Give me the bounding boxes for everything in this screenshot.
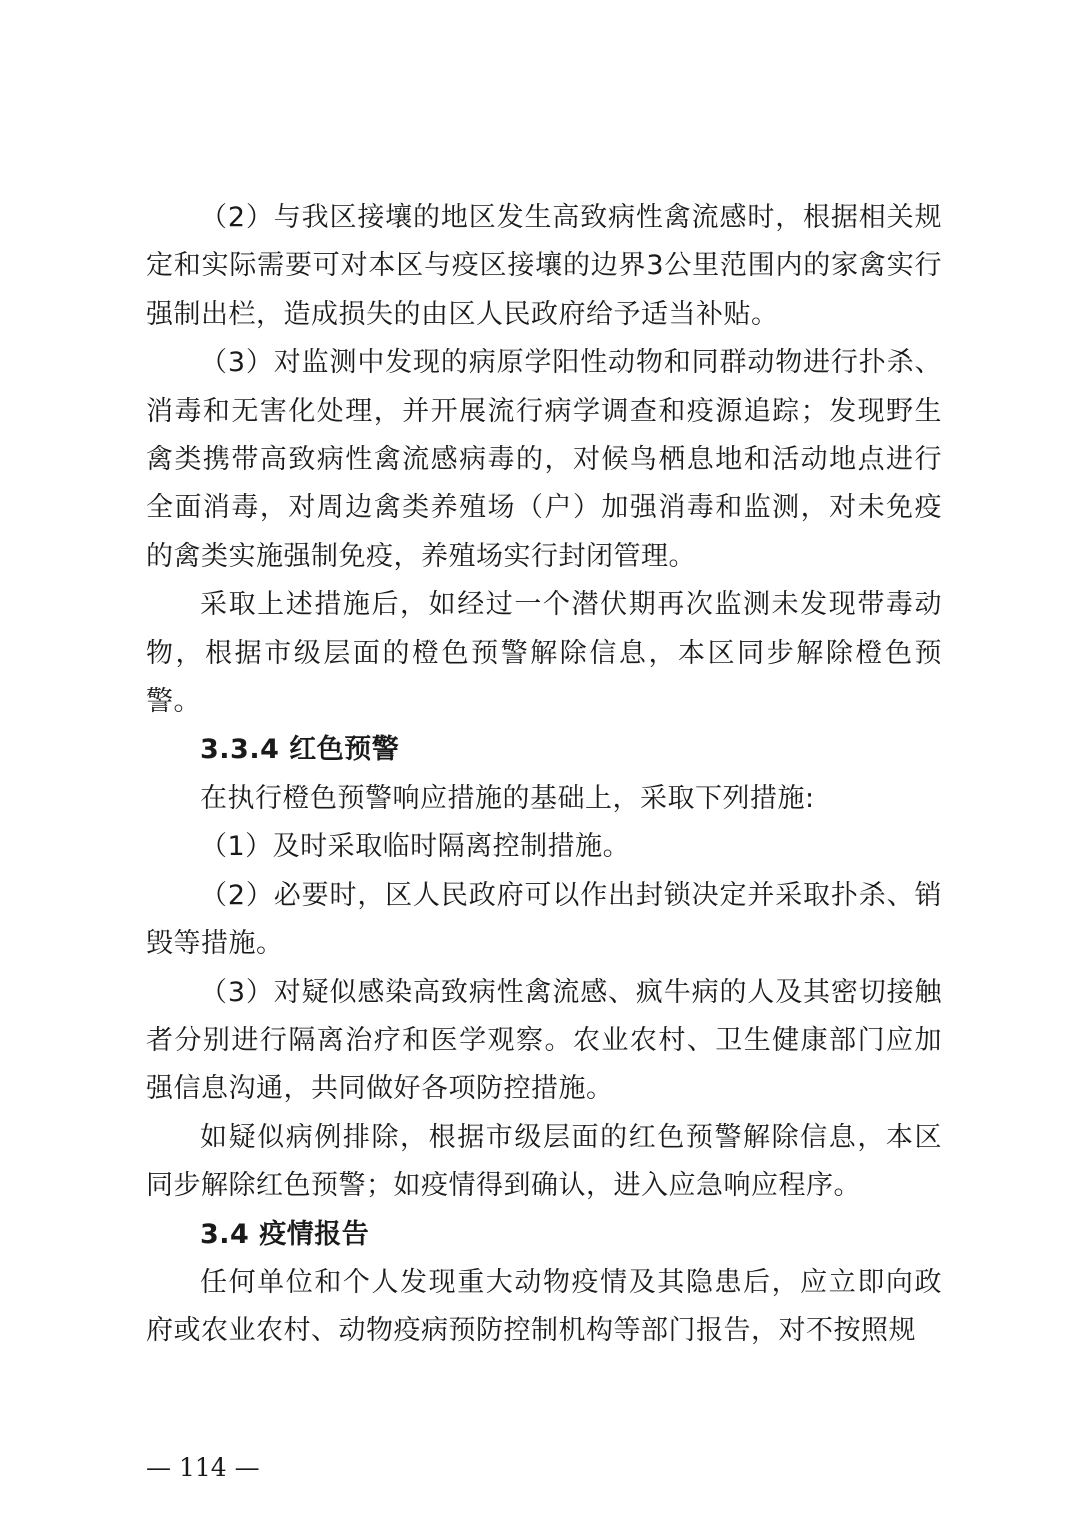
paragraph-red-measure-2: （2）必要时，区人民政府可以作出封锁决定并采取扑杀、销毁等措施。: [146, 879, 942, 960]
paragraph-red-measure-1: （1）及时采取临时隔离控制措施。: [200, 831, 631, 863]
paragraph-measure-3: （3）对监测中发现的病原学阳性动物和同群动物进行扑杀、消毒和无害化处理，并开展流行病学调查和疫源追踪；发现野生禽类携带高致病性禽流感病毒的，对候鸟栖息地和活动地点进行全面消毒，对周边禽类养殖场（户）加强消毒和监测，对未免疫的禽类实施强制免疫，养殖场实行封闭管理。: [146, 347, 942, 572]
paragraph-measure-2: （2）与我区接壤的地区发生高致病性禽流感时，根据相关规定和实际需要可对本区与疫区接壤的边界3公里范围内的家禽实行强制出栏，造成损失的由区人民政府给予适当补贴。: [146, 202, 942, 330]
paragraph-lift-orange-warning: 采取上述措施后，如经过一个潜伏期再次监测未发现带毒动物，根据市级层面的橙色预警解除信息，本区同步解除橙色预警。: [146, 589, 942, 718]
paragraph-red-warning-intro: 在执行橙色预警响应措施的基础上，采取下列措施:: [200, 782, 815, 814]
section-heading-epidemic-report: 3.4 疫情报告: [200, 1218, 370, 1250]
document-body: [146, 194, 942, 1356]
paragraph-epidemic-report: 任何单位和个人发现重大动物疫情及其隐患后，应立即向政府或农业农村、动物疫病预防控制机构等部门报告，对不按照规: [146, 1266, 942, 1347]
paragraph-red-measure-3: （3）对疑似感染高致病性禽流感、疯牛病的人及其密切接触者分别进行隔离治疗和医学观察。农业农村、卫生健康部门应加强信息沟通，共同做好各项防控措施。: [146, 976, 942, 1105]
paragraph-lift-red-warning: 如疑似病例排除，根据市级层面的红色预警解除信息，本区同步解除红色预警；如疫情得到确认，进入应急响应程序。: [146, 1121, 942, 1202]
page-number: — 114 —: [146, 1453, 260, 1482]
section-heading-red-warning: 3.3.4 红色预警: [200, 734, 400, 766]
